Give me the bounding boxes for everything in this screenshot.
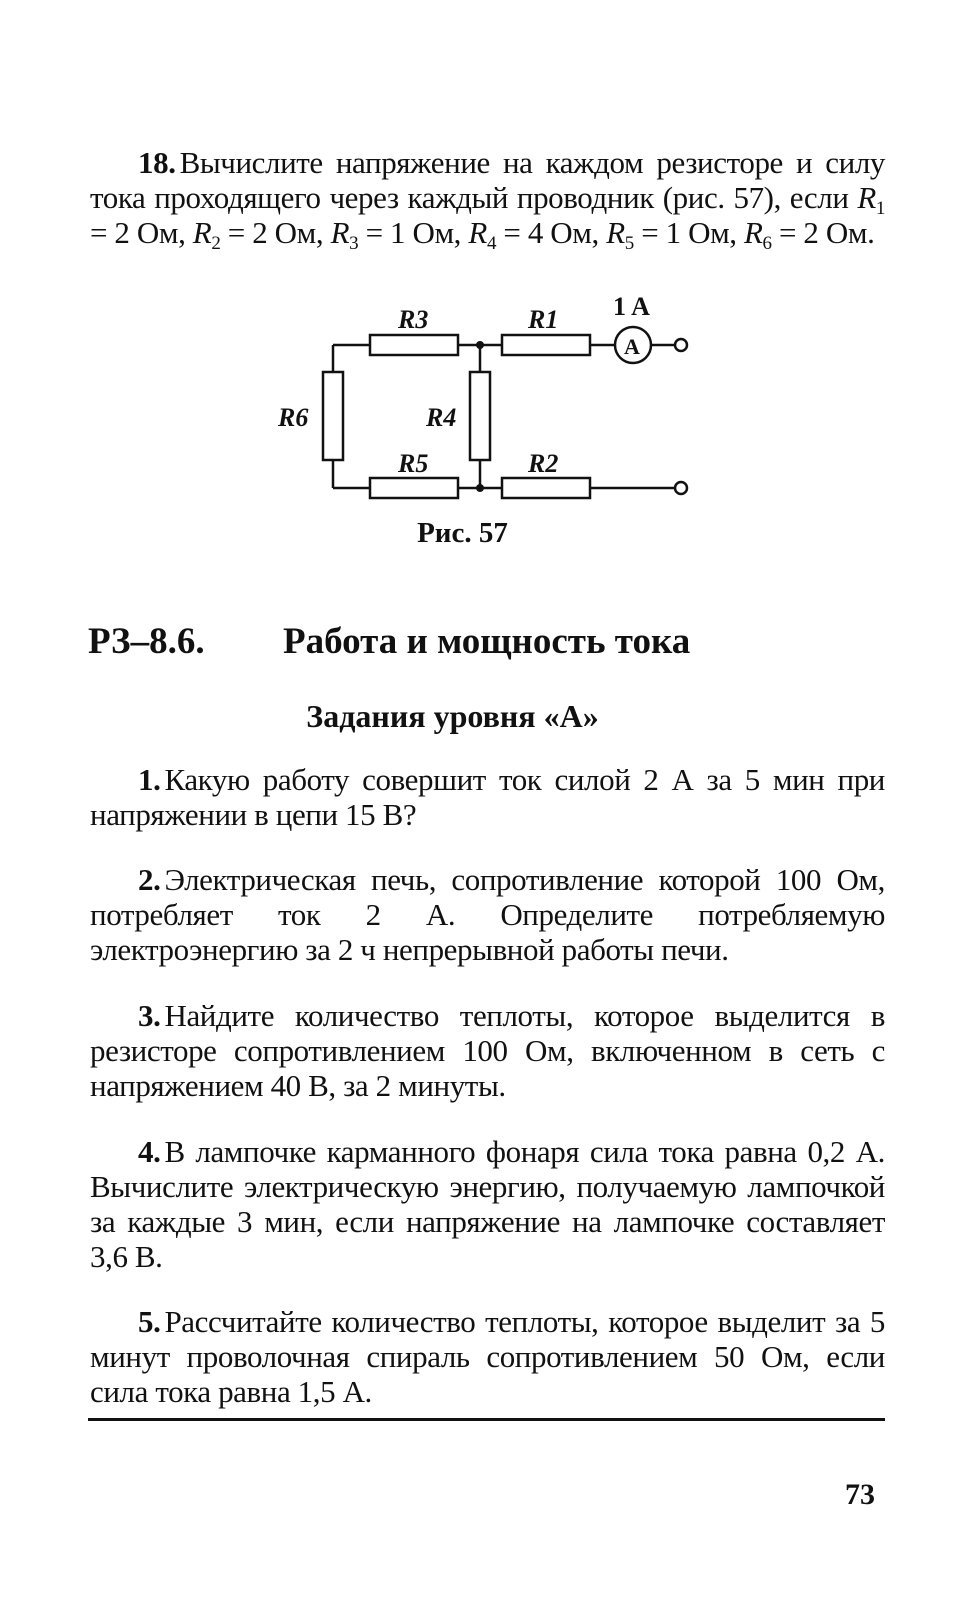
r4-value: = 4 Ом,	[496, 215, 607, 250]
task-text: Рассчитайте количество теплоты, которое выделит за 5 минут проволочная спираль сопротивлением 50 Ом, если сила тока равна 1,5 А.	[90, 1304, 885, 1409]
r1-subscript: 1	[875, 198, 885, 219]
task-5	[90, 1304, 885, 1409]
r3-symbol: R	[330, 215, 350, 250]
task-number: 5.	[138, 1304, 161, 1339]
resistor-r3	[370, 335, 458, 355]
resistor-r2	[502, 478, 590, 498]
task-number: 2.	[138, 862, 161, 897]
junction-bottom	[476, 484, 484, 492]
task-number: 4.	[138, 1134, 161, 1169]
resistor-r5	[370, 478, 458, 498]
page-number: 73	[845, 1478, 875, 1511]
r1-symbol: R	[857, 180, 876, 215]
problem-18	[90, 145, 885, 254]
label-r5: R5	[398, 449, 429, 478]
r3-value: = 1 Ом,	[358, 215, 469, 250]
label-ammeter: A	[624, 334, 640, 359]
label-r3: R3	[398, 305, 429, 334]
footer-rule	[88, 1418, 885, 1421]
resistor-r1	[502, 335, 590, 355]
task-number: 3.	[138, 998, 161, 1033]
figure-caption: Рис. 57	[417, 517, 508, 549]
task-1	[90, 762, 885, 832]
terminal-bottom	[675, 482, 687, 494]
r1-value: = 2 Ом,	[90, 215, 193, 250]
r5-value: = 1 Ом,	[633, 215, 744, 250]
task-2	[90, 862, 885, 967]
r2-value: = 2 Ом,	[220, 215, 331, 250]
r6-symbol: R	[743, 215, 763, 250]
section-code: РЗ–8.6.	[88, 621, 205, 662]
r3-subscript: 3	[349, 233, 359, 254]
label-r2: R2	[528, 449, 559, 478]
task-number: 1.	[138, 762, 161, 797]
circuit-diagram	[270, 290, 710, 515]
subsection-heading: Задания уровня «А»	[306, 698, 599, 734]
resistor-r6	[323, 372, 343, 460]
label-current: 1 A	[613, 292, 650, 321]
section-title: Работа и мощность тока	[283, 621, 691, 662]
task-text: Электрическая печь, сопротивление которой 100 Ом, потребляет ток 2 А. Определите потребляемую электроэнергию за 2 ч непрерывной работы печи.	[90, 862, 885, 967]
r6-subscript: 6	[762, 233, 772, 254]
task-3	[90, 998, 885, 1103]
section-heading	[88, 620, 690, 663]
r4-symbol: R	[468, 215, 487, 250]
task-text: Найдите количество теплоты, которое выделится в резисторе сопротивлением 100 Ом, включенном в сеть с напряжением 40 В, за 2 минуты.	[90, 998, 885, 1103]
resistor-r4	[470, 372, 490, 460]
r5-subscript: 5	[624, 233, 634, 254]
r2-subscript: 2	[211, 233, 221, 254]
problem-number: 18.	[138, 145, 176, 180]
problem-text: Вычислите напряжение на каждом резисторе и силу тока проходящего через каждый проводник (рис. 57), если	[90, 145, 885, 215]
r4-subscript: 4	[486, 233, 497, 254]
r2-symbol: R	[192, 215, 212, 250]
label-r6: R6	[278, 403, 309, 432]
label-r1: R1	[528, 305, 559, 334]
r6-value: = 2 Ом.	[771, 215, 875, 250]
task-4	[90, 1134, 885, 1274]
label-r4: R4	[426, 403, 457, 432]
task-text: В лампочке карманного фонаря сила тока равна 0,2 А. Вычислите электрическую энергию, получаемую лампочкой за каждые 3 мин, если напряжение на лампочке составляет 3,6 В.	[90, 1134, 885, 1274]
r5-symbol: R	[606, 215, 625, 250]
junction-top	[476, 341, 484, 349]
terminal-top	[675, 339, 687, 351]
task-text: Какую работу совершит ток силой 2 А за 5 мин при напряжении в цепи 15 В?	[90, 762, 885, 832]
